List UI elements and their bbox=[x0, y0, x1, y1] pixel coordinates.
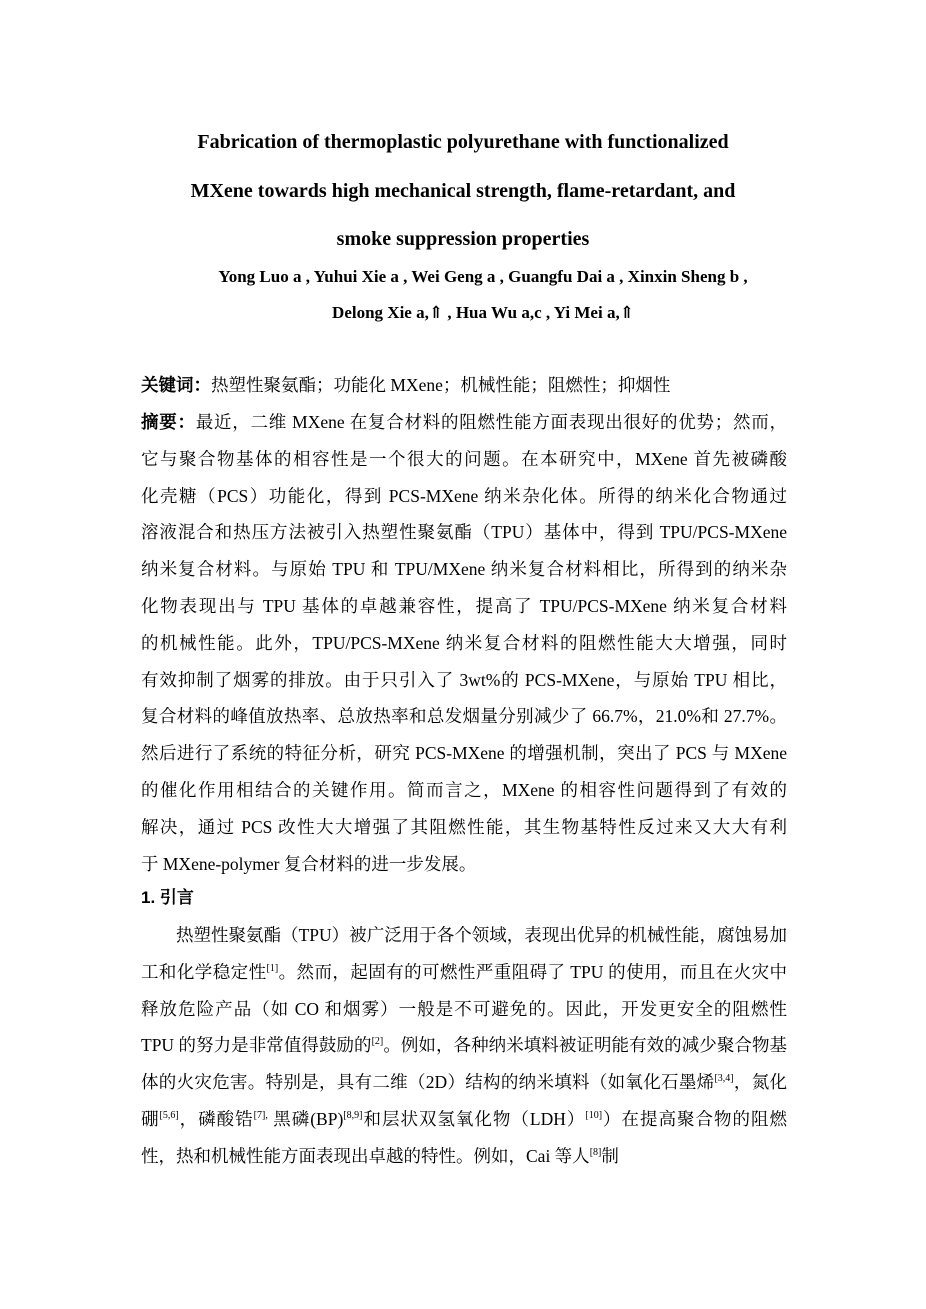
citation: [7], bbox=[253, 1109, 268, 1121]
intro-text: 。例如，各种纳米填料被证明能有效的减 bbox=[383, 1035, 700, 1056]
intro-text: 。然而，起固有的可燃性严重阻碍了 TPU 的使用，而且在 bbox=[278, 961, 734, 982]
author-line: Delong Xie a,⇑ , Hua Wu a,c , Yi Mei a,⇑ bbox=[332, 303, 634, 322]
intro-text: 高聚合物的阻燃性，热和机械性能方面表现出卓越的特性。例如，Cai 等人 bbox=[141, 1108, 788, 1166]
abstract-line: 它与聚合物基体的相容性是一个很大的问题。在本研究中，MXene 首先被磷酸 bbox=[141, 448, 787, 469]
abstract-line-text: 最近，二维 MXene 在复合材料的阻燃性能方面表现出很好的优势；然而， bbox=[195, 412, 788, 432]
section-heading: 1. 引言 bbox=[141, 888, 194, 907]
paper-title bbox=[100, 118, 826, 264]
abstract-label: 摘要： bbox=[141, 412, 196, 432]
keywords-text: 热塑性聚氨酯；功能化 MXene；机械性能；阻燃性；抑烟性 bbox=[211, 375, 671, 395]
title-line: MXene towards high mechanical strength, flame-retardant, and bbox=[190, 179, 736, 202]
abstract-line bbox=[141, 404, 787, 441]
intro-text: 黑磷(BP) bbox=[267, 1108, 344, 1129]
intro-text: 少聚合物基体的火灾危害。特别是，具有二维（2D）结构的纳米填料（如氧化石 bbox=[141, 1035, 788, 1093]
title-line: Fabrication of thermoplastic polyurethane with functionalized bbox=[197, 131, 729, 153]
intro-text: ，氮化硼 bbox=[141, 1072, 788, 1129]
keywords-paragraph bbox=[141, 367, 787, 404]
citation: [5,6] bbox=[159, 1109, 179, 1121]
citation: [3,4] bbox=[714, 1073, 734, 1085]
abstract-line: 解决，通过 PCS 改性大大增强了其阻燃性能，其生物基特性反过来又大大有利 bbox=[141, 816, 787, 837]
intro-text: 热塑性聚氨酯（TPU）被广泛用于各个领域，表现出优异的机械性能，腐蚀 bbox=[176, 925, 752, 945]
title-line: smoke suppression properties bbox=[336, 228, 590, 250]
abstract-line: 的催化作用相结合的关键作用。简而言之，MXene 的相容性问题得到了有效的 bbox=[141, 779, 787, 800]
abstract-paragraph bbox=[141, 404, 787, 882]
intro-text: ，磷酸锆 bbox=[178, 1108, 254, 1129]
intro-text: 制 bbox=[601, 1145, 619, 1166]
intro-text: 阻燃性 TPU 的努力是非常值得鼓励的 bbox=[141, 998, 788, 1056]
citation: [2] bbox=[371, 1036, 384, 1048]
abstract-line: 然后进行了系统的特征分析，研究 PCS-MXene 的增强机制，突出了 PCS 与 MXene bbox=[141, 743, 787, 764]
author-list bbox=[150, 259, 816, 331]
intro-text: 火灾中释放危险产品（如 CO 和烟雾）一般是不可避免的。因此，开发更安全的 bbox=[141, 961, 788, 1019]
keywords-label: 关键词： bbox=[141, 375, 211, 395]
citation: [1] bbox=[266, 962, 279, 974]
author-line: Yong Luo a , Yuhui Xie a , Wei Geng a , Guangfu Dai a , Xinxin Sheng b , bbox=[218, 267, 748, 286]
citation: [8,9] bbox=[343, 1109, 363, 1121]
abstract-line: 复合材料的峰值放热率、总放热率和总发烟量分别减少了 66.7%，21.0%和 27.7%。 bbox=[141, 706, 787, 727]
citation: [8] bbox=[589, 1146, 602, 1158]
abstract-line: 化物表现出与 TPU 基体的卓越兼容性，提高了 TPU/PCS-MXene 纳米复合材料 bbox=[141, 595, 787, 616]
intro-paragraph bbox=[141, 917, 787, 1175]
abstract-line: 溶液混合和热压方法被引入热塑性聚氨酯（TPU）基体中，得到 TPU/PCS-MXene bbox=[141, 522, 787, 543]
abstract-line: 纳米复合材料。与原始 TPU 和 TPU/MXene 纳米复合材料相比，所得到的纳米杂 bbox=[141, 559, 787, 580]
abstract-line: 有效抑制了烟雾的排放。由于只引入了 3wt%的 PCS-MXene，与原始 TPU 相比， bbox=[141, 669, 787, 690]
citation: [10] bbox=[585, 1109, 603, 1121]
intro-text: 和层状双氢氧化物（LDH） bbox=[362, 1108, 586, 1129]
intro-text: 易加工和化学稳定性 bbox=[141, 925, 787, 982]
abstract-line: 于 MXene-polymer 复合材料的进一步发展。 bbox=[141, 853, 477, 874]
intro-text: ）在提 bbox=[602, 1108, 659, 1129]
abstract-line: 化壳糖（PCS）功能化，得到 PCS-MXene 纳米杂化体。所得的纳米化合物通过 bbox=[141, 485, 787, 506]
abstract-line: 的机械性能。此外，TPU/PCS-MXene 纳米复合材料的阻燃性能大大增强，同时 bbox=[141, 632, 787, 653]
intro-text: 墨烯 bbox=[678, 1072, 715, 1093]
